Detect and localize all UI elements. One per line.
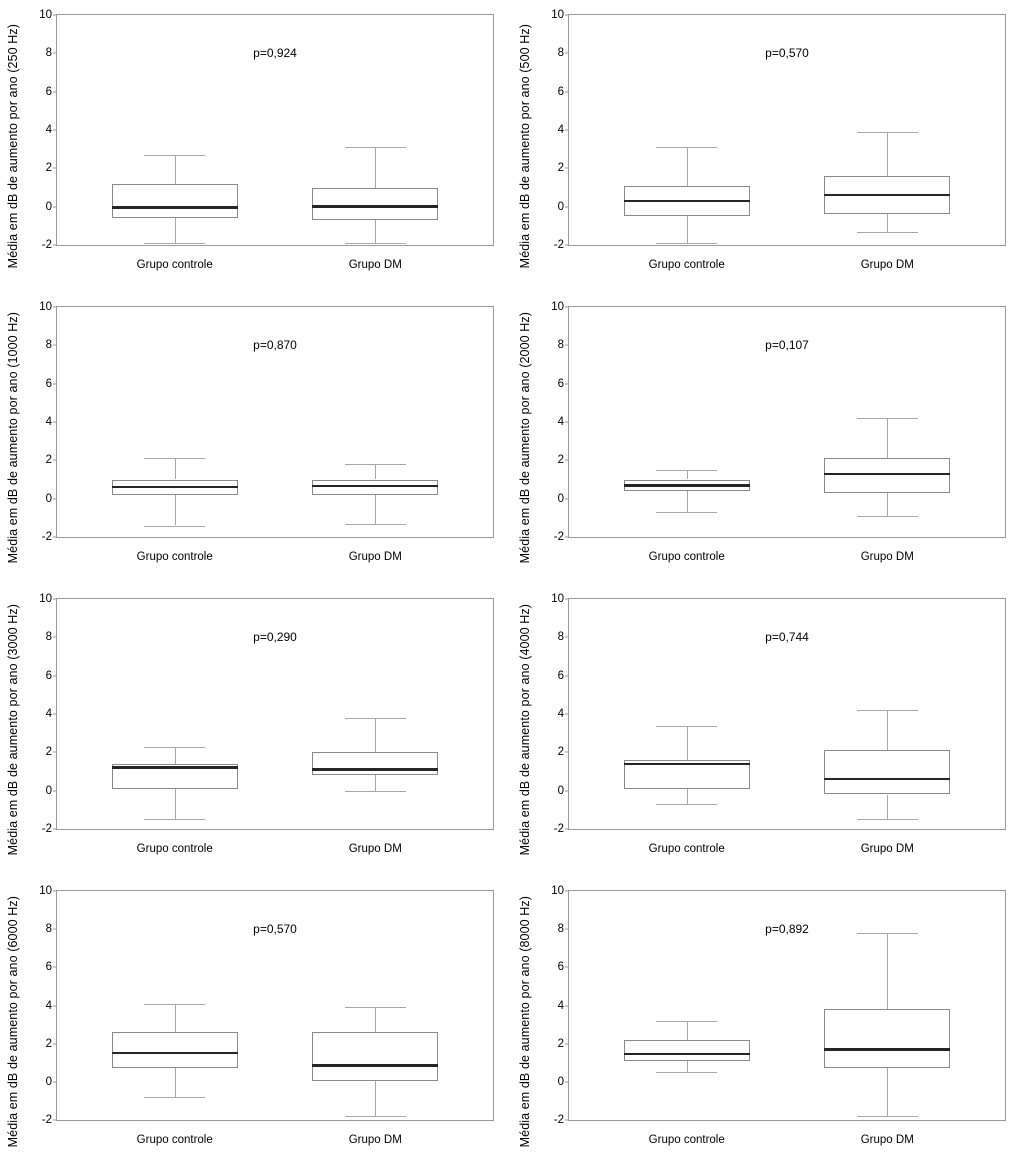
y-tick-label: 10 bbox=[551, 301, 564, 313]
whisker-upper bbox=[887, 132, 888, 176]
y-tick-label: 0 bbox=[557, 1075, 564, 1088]
y-tick-mark bbox=[53, 599, 57, 600]
x-category-label: Grupo DM bbox=[348, 843, 402, 855]
whisker-cap-upper bbox=[656, 470, 717, 471]
whisker-cap-lower bbox=[656, 804, 717, 805]
y-tick-mark bbox=[565, 790, 569, 791]
whisker-upper bbox=[175, 1004, 176, 1033]
whisker-cap-upper bbox=[345, 718, 406, 719]
whisker-lower bbox=[375, 1081, 376, 1116]
plot-wrapper bbox=[26, 584, 504, 876]
plot-wrapper bbox=[538, 584, 1016, 876]
median-line bbox=[312, 205, 438, 208]
whisker-cap-lower bbox=[857, 1116, 918, 1117]
y-tick-mark bbox=[565, 675, 569, 676]
boxplot-panel bbox=[512, 292, 1024, 584]
whisker-cap-upper bbox=[345, 147, 406, 148]
y-axis-label bbox=[2, 876, 24, 1167]
y-tick-label: 10 bbox=[551, 885, 564, 897]
y-tick-label: 10 bbox=[39, 885, 52, 897]
y-tick-mark bbox=[565, 307, 569, 308]
x-category-label: Grupo controle bbox=[648, 551, 725, 563]
y-axis-label-text: Média em dB de aumento por ano (3000 Hz) bbox=[6, 604, 20, 856]
y-tick-label: -2 bbox=[553, 823, 564, 835]
y-axis-label bbox=[2, 584, 24, 876]
y-tick-label: 8 bbox=[557, 631, 564, 644]
box bbox=[824, 750, 950, 794]
x-category-label: Grupo DM bbox=[348, 259, 402, 271]
y-tick-label: 6 bbox=[45, 85, 52, 98]
y-tick-label: 8 bbox=[557, 339, 564, 352]
y-tick-mark bbox=[565, 91, 569, 92]
plot-wrapper bbox=[26, 292, 504, 584]
y-tick-label: 10 bbox=[551, 9, 564, 21]
p-value-annotation: p=0,870 bbox=[253, 338, 297, 353]
y-tick-mark bbox=[53, 422, 57, 423]
y-tick-mark bbox=[53, 53, 57, 54]
y-tick-mark bbox=[565, 891, 569, 892]
y-tick-mark bbox=[565, 637, 569, 638]
y-axis-label bbox=[514, 876, 536, 1167]
median-line bbox=[112, 1052, 238, 1055]
whisker-lower bbox=[887, 493, 888, 516]
y-tick-mark bbox=[565, 1005, 569, 1006]
whisker-upper bbox=[375, 147, 376, 187]
x-category-label: Grupo DM bbox=[860, 843, 914, 855]
y-tick-label: 4 bbox=[45, 708, 52, 720]
y-tick-label: 4 bbox=[557, 124, 564, 136]
whisker-cap-lower bbox=[144, 819, 205, 820]
y-tick-mark bbox=[565, 714, 569, 715]
median-line bbox=[312, 485, 438, 488]
x-category-label: Grupo controle bbox=[648, 259, 725, 271]
y-tick-mark bbox=[53, 829, 57, 830]
y-tick-mark bbox=[53, 967, 57, 968]
whisker-cap-upper bbox=[656, 726, 717, 727]
plot-wrapper bbox=[538, 0, 1016, 292]
y-tick-label: 6 bbox=[557, 377, 564, 390]
whisker-cap-upper bbox=[656, 147, 717, 148]
whisker-lower bbox=[175, 495, 176, 526]
median-line bbox=[112, 766, 238, 769]
y-tick-label: 4 bbox=[557, 999, 564, 1012]
whisker-cap-lower bbox=[345, 524, 406, 525]
y-tick-mark bbox=[565, 599, 569, 600]
plot-area bbox=[39, 885, 494, 1146]
y-axis-label bbox=[514, 0, 536, 292]
median-line bbox=[624, 200, 750, 203]
whisker-lower bbox=[687, 789, 688, 804]
plot-area bbox=[551, 885, 1006, 1146]
whisker-lower bbox=[687, 491, 688, 512]
y-tick-label: 4 bbox=[557, 416, 564, 428]
whisker-upper bbox=[887, 418, 888, 458]
x-category-label: Grupo controle bbox=[136, 843, 213, 855]
whisker-cap-upper bbox=[857, 418, 918, 419]
plot-wrapper bbox=[26, 876, 504, 1167]
x-category-label: Grupo controle bbox=[648, 1134, 725, 1146]
y-tick-mark bbox=[565, 1081, 569, 1082]
y-tick-mark bbox=[565, 929, 569, 930]
y-tick-mark bbox=[53, 537, 57, 538]
y-tick-mark bbox=[53, 168, 57, 169]
whisker-cap-lower bbox=[857, 232, 918, 233]
whisker-cap-upper bbox=[857, 710, 918, 711]
y-tick-label: -2 bbox=[553, 239, 564, 251]
median-line bbox=[824, 1048, 950, 1051]
y-tick-mark bbox=[565, 1120, 569, 1121]
p-value-annotation: p=0,924 bbox=[253, 46, 297, 61]
y-tick-label: -2 bbox=[41, 239, 52, 251]
y-tick-label: 2 bbox=[45, 454, 52, 467]
median-line bbox=[824, 194, 950, 197]
p-value-annotation: p=0,892 bbox=[765, 922, 809, 937]
y-tick-mark bbox=[53, 130, 57, 131]
y-tick-mark bbox=[53, 752, 57, 753]
y-tick-label: 0 bbox=[45, 492, 52, 505]
whisker-lower bbox=[175, 218, 176, 243]
plot-area bbox=[39, 9, 494, 271]
y-tick-label: 8 bbox=[45, 923, 52, 936]
y-tick-label: 0 bbox=[45, 200, 52, 213]
y-tick-mark bbox=[53, 1120, 57, 1121]
whisker-cap-lower bbox=[857, 819, 918, 820]
whisker-upper bbox=[687, 726, 688, 761]
y-tick-mark bbox=[53, 460, 57, 461]
y-tick-label: 2 bbox=[557, 454, 564, 467]
whisker-upper bbox=[175, 747, 176, 764]
y-tick-label: -2 bbox=[41, 531, 52, 543]
y-tick-mark bbox=[53, 714, 57, 715]
y-tick-mark bbox=[565, 967, 569, 968]
whisker-cap-upper bbox=[144, 1004, 205, 1005]
y-tick-label: 2 bbox=[557, 162, 564, 175]
whisker-upper bbox=[687, 147, 688, 185]
y-tick-mark bbox=[53, 1081, 57, 1082]
whisker-lower bbox=[887, 795, 888, 820]
p-value-annotation: p=0,570 bbox=[765, 46, 809, 61]
y-tick-label: 2 bbox=[45, 162, 52, 175]
y-tick-label: 4 bbox=[557, 708, 564, 720]
whisker-cap-lower bbox=[656, 512, 717, 513]
y-tick-mark bbox=[565, 1043, 569, 1044]
x-category-label: Grupo DM bbox=[860, 551, 914, 563]
y-axis-label-text: Média em dB de aumento por ano (500 Hz) bbox=[518, 23, 532, 269]
y-tick-mark bbox=[565, 498, 569, 499]
plot-wrapper bbox=[538, 292, 1016, 584]
y-axis-label-text: Média em dB de aumento por ano (250 Hz) bbox=[6, 23, 20, 269]
x-category-label: Grupo controle bbox=[648, 843, 725, 855]
whisker-cap-upper bbox=[656, 1021, 717, 1022]
whisker-cap-lower bbox=[144, 243, 205, 244]
y-tick-mark bbox=[53, 1005, 57, 1006]
y-tick-label: 4 bbox=[45, 124, 52, 136]
whisker-cap-lower bbox=[144, 526, 205, 527]
whisker-lower bbox=[887, 214, 888, 231]
y-tick-label: 8 bbox=[557, 923, 564, 936]
p-value-annotation: p=0,570 bbox=[253, 922, 297, 937]
y-tick-label: 0 bbox=[557, 784, 564, 797]
y-tick-label: 10 bbox=[39, 9, 52, 21]
box bbox=[312, 752, 438, 775]
y-tick-mark bbox=[53, 15, 57, 16]
y-tick-label: 8 bbox=[45, 47, 52, 60]
y-tick-label: -2 bbox=[553, 531, 564, 543]
plot-area bbox=[551, 593, 1006, 855]
y-tick-mark bbox=[565, 383, 569, 384]
x-category-label: Grupo controle bbox=[136, 1134, 213, 1146]
whisker-upper bbox=[687, 1021, 688, 1040]
y-tick-mark bbox=[53, 345, 57, 346]
whisker-upper bbox=[375, 1007, 376, 1032]
y-tick-mark bbox=[53, 891, 57, 892]
p-value-annotation: p=0,290 bbox=[253, 630, 297, 645]
y-tick-mark bbox=[565, 752, 569, 753]
y-tick-mark bbox=[565, 829, 569, 830]
y-tick-label: 2 bbox=[45, 746, 52, 759]
x-category-label: Grupo DM bbox=[860, 1134, 914, 1146]
whisker-lower bbox=[175, 1068, 176, 1097]
y-tick-label: 6 bbox=[45, 961, 52, 974]
y-tick-label: 10 bbox=[551, 593, 564, 605]
boxplot-panel bbox=[0, 0, 512, 292]
y-axis-label bbox=[514, 584, 536, 876]
y-tick-label: 6 bbox=[45, 377, 52, 390]
y-tick-label: 8 bbox=[557, 47, 564, 60]
plot-wrapper bbox=[26, 0, 504, 292]
whisker-cap-upper bbox=[144, 458, 205, 459]
y-axis-label-text: Média em dB de aumento por ano (2000 Hz) bbox=[518, 312, 532, 564]
x-category-label: Grupo controle bbox=[136, 551, 213, 563]
y-tick-label: 8 bbox=[45, 631, 52, 644]
y-tick-mark bbox=[565, 422, 569, 423]
y-tick-mark bbox=[53, 790, 57, 791]
box bbox=[824, 1009, 950, 1068]
y-tick-mark bbox=[565, 130, 569, 131]
box bbox=[312, 1032, 438, 1081]
box bbox=[112, 1032, 238, 1068]
box bbox=[624, 1040, 750, 1061]
y-tick-label: 4 bbox=[45, 999, 52, 1012]
y-tick-mark bbox=[565, 206, 569, 207]
box bbox=[112, 184, 238, 219]
x-category-label: Grupo DM bbox=[348, 1134, 402, 1146]
median-line bbox=[824, 778, 950, 781]
boxplot-panel bbox=[512, 876, 1024, 1167]
y-axis-label-text: Média em dB de aumento por ano (6000 Hz) bbox=[6, 895, 20, 1148]
y-tick-mark bbox=[53, 91, 57, 92]
y-tick-label: -2 bbox=[41, 823, 52, 835]
x-category-label: Grupo controle bbox=[136, 259, 213, 271]
whisker-upper bbox=[887, 933, 888, 1009]
y-tick-label: 0 bbox=[557, 492, 564, 505]
y-tick-mark bbox=[53, 307, 57, 308]
y-tick-mark bbox=[565, 537, 569, 538]
y-axis-label bbox=[2, 292, 24, 584]
median-line bbox=[312, 1064, 438, 1067]
whisker-lower bbox=[687, 216, 688, 243]
whisker-cap-upper bbox=[345, 1007, 406, 1008]
whisker-lower bbox=[375, 220, 376, 243]
whisker-upper bbox=[175, 458, 176, 479]
y-axis-label-text: Média em dB de aumento por ano (8000 Hz) bbox=[518, 895, 532, 1148]
plot-area bbox=[39, 301, 494, 563]
whisker-upper bbox=[887, 710, 888, 750]
y-tick-mark bbox=[53, 245, 57, 246]
box bbox=[824, 458, 950, 493]
whisker-cap-lower bbox=[345, 791, 406, 792]
x-category-label: Grupo DM bbox=[348, 551, 402, 563]
boxplot-panel bbox=[0, 876, 512, 1167]
y-tick-label: 6 bbox=[557, 669, 564, 682]
y-tick-mark bbox=[53, 1043, 57, 1044]
y-tick-mark bbox=[565, 15, 569, 16]
whisker-cap-lower bbox=[345, 1116, 406, 1117]
y-tick-label: 8 bbox=[45, 339, 52, 352]
whisker-cap-upper bbox=[857, 132, 918, 133]
y-axis-label bbox=[2, 0, 24, 292]
y-tick-mark bbox=[53, 637, 57, 638]
median-line bbox=[112, 206, 238, 209]
whisker-cap-upper bbox=[345, 464, 406, 465]
whisker-upper bbox=[375, 718, 376, 753]
whisker-cap-upper bbox=[144, 155, 205, 156]
whisker-lower bbox=[887, 1068, 888, 1116]
y-tick-mark bbox=[53, 383, 57, 384]
y-tick-mark bbox=[565, 245, 569, 246]
whisker-lower bbox=[687, 1061, 688, 1072]
boxplot-panel bbox=[0, 292, 512, 584]
y-tick-label: 6 bbox=[557, 961, 564, 974]
whisker-upper bbox=[687, 470, 688, 480]
whisker-lower bbox=[375, 495, 376, 524]
y-tick-label: -2 bbox=[553, 1114, 564, 1126]
median-line bbox=[624, 763, 750, 766]
y-axis-label-text: Média em dB de aumento por ano (1000 Hz) bbox=[6, 312, 20, 564]
y-tick-label: 6 bbox=[45, 669, 52, 682]
boxplot-panel bbox=[0, 584, 512, 876]
whisker-cap-upper bbox=[857, 933, 918, 934]
boxplot-panel bbox=[512, 584, 1024, 876]
y-tick-mark bbox=[53, 206, 57, 207]
y-tick-label: 6 bbox=[557, 85, 564, 98]
y-tick-label: 4 bbox=[45, 416, 52, 428]
x-category-label: Grupo DM bbox=[860, 259, 914, 271]
y-tick-label: -2 bbox=[41, 1114, 52, 1126]
y-axis-label-text: Média em dB de aumento por ano (4000 Hz) bbox=[518, 604, 532, 856]
y-tick-label: 10 bbox=[39, 301, 52, 313]
plot-area bbox=[551, 301, 1006, 563]
median-line bbox=[112, 486, 238, 489]
y-tick-label: 0 bbox=[45, 784, 52, 797]
whisker-cap-lower bbox=[857, 516, 918, 517]
median-line bbox=[312, 768, 438, 771]
boxplot-panel bbox=[512, 0, 1024, 292]
whisker-cap-lower bbox=[345, 243, 406, 244]
median-line bbox=[824, 473, 950, 476]
p-value-annotation: p=0,107 bbox=[765, 338, 809, 353]
whisker-upper bbox=[375, 464, 376, 479]
y-tick-label: 2 bbox=[557, 746, 564, 759]
box bbox=[312, 188, 438, 221]
y-tick-label: 2 bbox=[557, 1037, 564, 1050]
plot-wrapper bbox=[538, 876, 1016, 1167]
whisker-lower bbox=[375, 775, 376, 790]
p-value-annotation: p=0,744 bbox=[765, 630, 809, 645]
whisker-lower bbox=[175, 789, 176, 820]
y-tick-mark bbox=[565, 53, 569, 54]
y-tick-mark bbox=[53, 675, 57, 676]
y-tick-label: 0 bbox=[557, 200, 564, 213]
y-tick-mark bbox=[565, 460, 569, 461]
y-axis-label bbox=[514, 292, 536, 584]
plot-area bbox=[39, 593, 494, 855]
y-tick-label: 10 bbox=[39, 593, 52, 605]
plot-area bbox=[551, 9, 1006, 271]
whisker-cap-lower bbox=[144, 1097, 205, 1098]
median-line bbox=[624, 484, 750, 487]
y-tick-mark bbox=[53, 498, 57, 499]
y-tick-label: 0 bbox=[45, 1075, 52, 1088]
whisker-cap-lower bbox=[656, 243, 717, 244]
y-tick-mark bbox=[565, 345, 569, 346]
whisker-upper bbox=[175, 155, 176, 184]
median-line bbox=[624, 1053, 750, 1056]
y-tick-mark bbox=[53, 929, 57, 930]
whisker-cap-upper bbox=[144, 747, 205, 748]
whisker-cap-lower bbox=[656, 1072, 717, 1073]
y-tick-label: 2 bbox=[45, 1037, 52, 1050]
y-tick-mark bbox=[565, 168, 569, 169]
